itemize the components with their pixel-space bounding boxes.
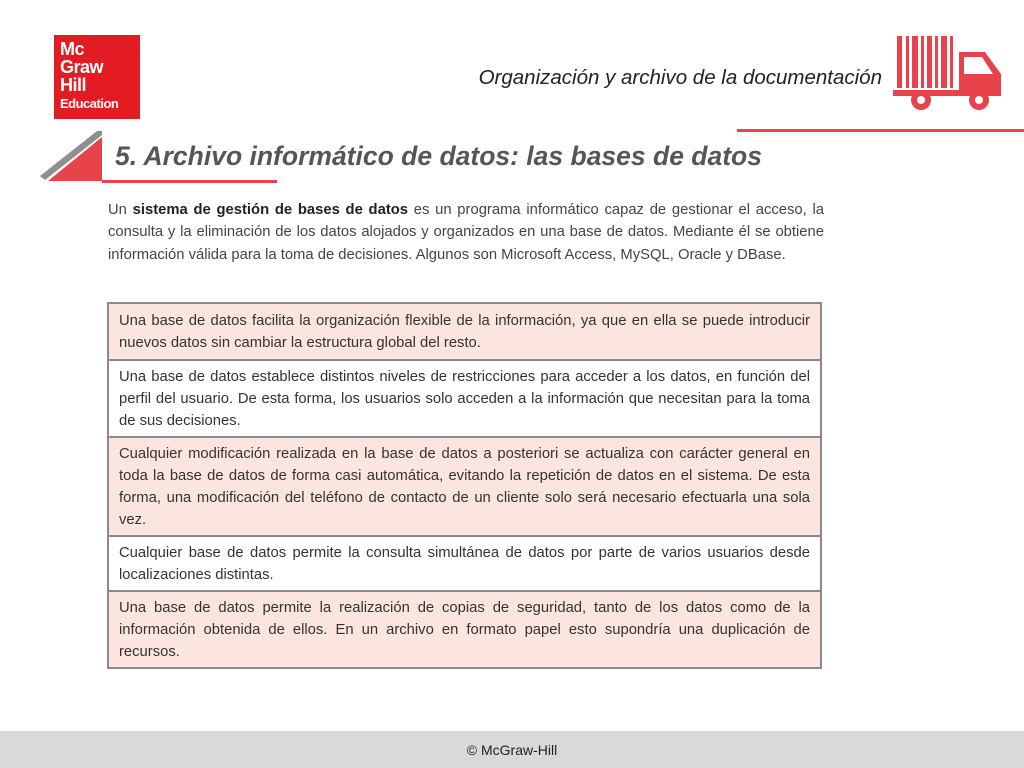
feature-box-text: Una base de datos permite la realización de copias de seguridad, tanto de los datos como de la información obtenida de ellos. En un archivo en formato papel esto supondría una duplicación de recursos.: [119, 599, 810, 660]
feature-box-text: Cualquier base de datos permite la consulta simultánea de datos por parte de varios usuarios desde localizaciones distintas.: [119, 544, 810, 583]
footer-bar: [0, 731, 1024, 768]
delivery-truck-icon: [893, 34, 1005, 114]
intro-prefix: Un: [108, 202, 133, 218]
feature-box: [109, 535, 820, 590]
intro-paragraph: [108, 199, 824, 266]
header-divider: [737, 129, 1024, 132]
feature-box: [109, 304, 820, 359]
feature-boxes: [107, 302, 822, 669]
logo-line: Mc: [60, 39, 85, 59]
logo-line: Hill: [60, 75, 87, 95]
logo-line: Graw: [60, 57, 104, 77]
header-title: Organización y archivo de la documentación: [478, 66, 882, 89]
copyright-text: © McGraw-Hill: [466, 741, 558, 758]
feature-box: [109, 359, 820, 436]
corner-accent-decoration: [40, 131, 102, 181]
feature-box: [109, 436, 820, 535]
section-title-underline: [102, 180, 277, 183]
section-title: 5. Archivo informático de datos: las bases de datos: [115, 141, 762, 171]
intro-highlight: sistema de gestión de bases de datos: [132, 202, 409, 218]
feature-box: [109, 590, 820, 667]
intro-suffix: es un programa informático capaz de gestionar el acceso, la consulta y la eliminación de los datos alojados y organizados en una base de datos. Mediante él se obtiene información válida para la toma de decisiones. Algunos son Microsoft Access, MySQL, Oracle y DBase.: [108, 202, 824, 263]
feature-box-text: Una base de datos establece distintos niveles de restricciones para acceder a los datos, en función del perfil del usuario. De esta forma, los usuarios solo acceden a la información que necesitan para la toma de sus decisiones.: [119, 368, 810, 429]
logo-line: Education: [60, 96, 119, 111]
feature-box-text: Cualquier modificación realizada en la base de datos a posteriori se actualiza con carácter general en toda la base de datos de forma casi automática, evitando la repetición de datos en el sistema. De esta forma, una modificación del teléfono de contacto de un cliente solo será necesario efectuarla una sola vez.: [119, 445, 810, 528]
mcgraw-hill-education-logo: [54, 35, 140, 119]
feature-box-text: Una base de datos facilita la organización flexible de la información, ya que en ella se puede introducir nuevos datos sin cambiar la estructura global del resto.: [119, 312, 810, 351]
